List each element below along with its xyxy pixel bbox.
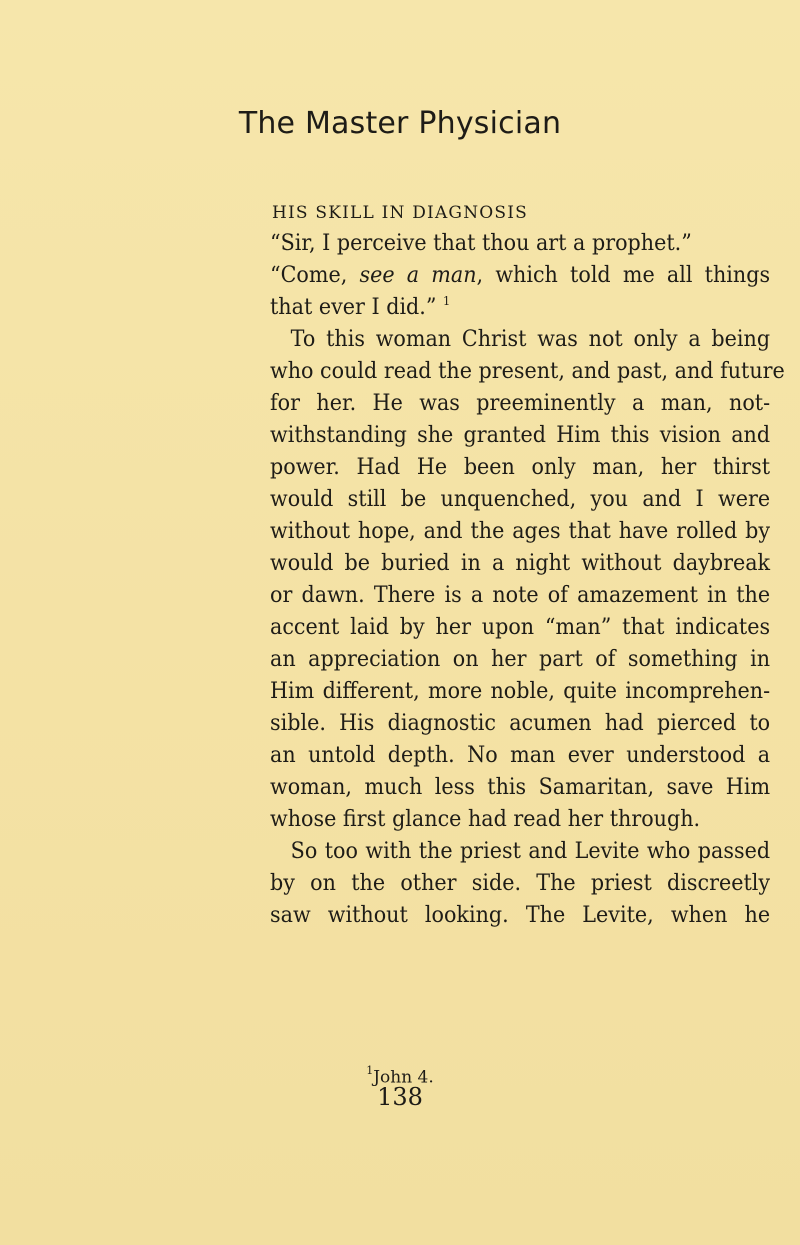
paragraph-line: would still be unquenched, you and I were <box>270 487 771 512</box>
section-heading: HIS SKILL IN DIAGNOSIS <box>271 203 529 223</box>
paragraph-line: who could read the present, and past, and future <box>270 359 785 384</box>
footnote-reference: 1 <box>443 294 451 308</box>
quote-line-3 <box>270 292 770 324</box>
paragraph-line: an untold depth. No man ever understood a <box>270 743 771 768</box>
paragraph-line: for her. He was preeminently a man, not- <box>270 391 771 416</box>
paragraph-line: power. Had He been only man, her thirst <box>270 455 771 480</box>
quote-text: that ever I did.” <box>270 295 437 320</box>
body-text <box>270 228 785 932</box>
paragraph-line: an appreciation on her part of something in <box>270 647 771 672</box>
quote-text: “Come, <box>270 263 360 288</box>
page-number: 138 <box>377 1083 423 1111</box>
quote-line-1: “Sir, I perceive that thou art a prophet.” <box>270 231 692 256</box>
footnote-marker: 1 <box>366 1064 374 1077</box>
paragraph-line: saw without looking. The Levite, when he <box>270 903 771 928</box>
paragraph-line: would be buried in a night without daybreak <box>270 551 771 576</box>
paragraph-line: by on the other side. The priest discreetly <box>270 871 771 896</box>
quote-line-2 <box>270 260 770 292</box>
paragraph-line: withstanding she granted Him this vision and <box>270 423 771 448</box>
quote-emphasis: see a man <box>359 263 477 288</box>
paragraph-line: or dawn. There is a note of amazement in the <box>270 583 771 608</box>
paragraph-line: woman, much less this Samaritan, save Him <box>270 775 771 800</box>
paragraph-line: sible. His diagnostic acumen had pierced to <box>270 711 771 736</box>
footnote-text: John 4. <box>373 1067 434 1088</box>
paragraph-1 <box>270 324 785 836</box>
running-title: The Master Physician <box>238 106 562 141</box>
paragraph-line: accent laid by her upon “man” that indicates <box>270 615 771 640</box>
paragraph-line: To this woman Christ was not only a being <box>290 327 771 352</box>
paragraph-line: Him different, more noble, quite incomprehen- <box>270 679 771 704</box>
paragraph-line: So too with the priest and Levite who passed <box>290 839 771 864</box>
paragraph-2 <box>270 836 770 932</box>
quote-text: , which told me all things <box>476 263 771 288</box>
paragraph-line: without hope, and the ages that have rolled by <box>270 519 771 544</box>
paragraph-line: whose first glance had read her through. <box>270 807 701 832</box>
